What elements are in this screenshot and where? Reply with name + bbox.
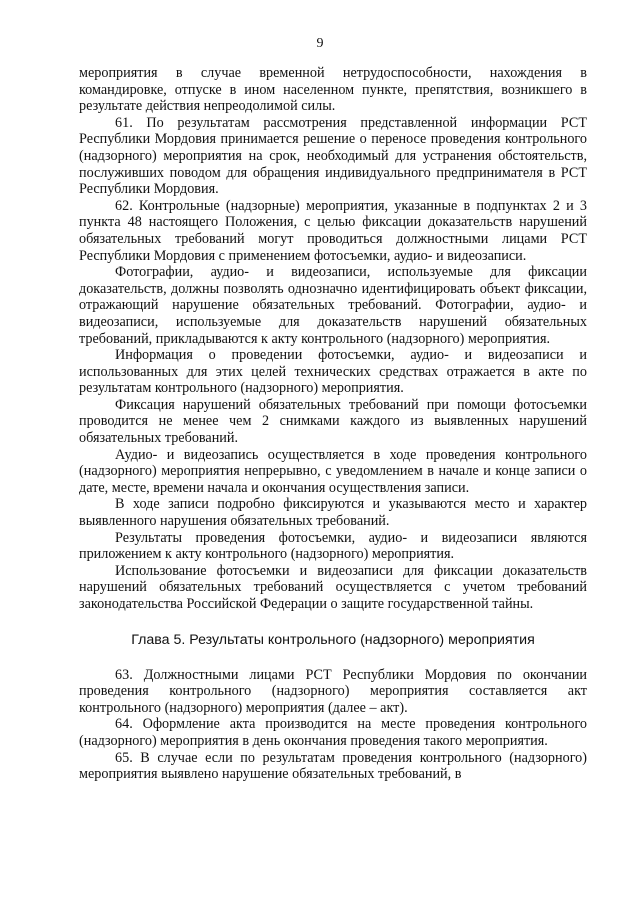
paragraph-64: 64. Оформление акта производится на месте проведения контрольного (надзорного) мероприятия в день окончания проведения такого мероприятия. [79,716,587,749]
paragraph-photo-requirements: Фотографии, аудио- и видеозаписи, используемые для фиксации доказательств, должны позволять однозначно идентифицировать объект фиксации, отражающий нарушение обязательных требований. Фотографии, аудио- и видеозаписи, используемые для доказательств нарушений обязательных требований, прикладываются к акту контрольного (надзорного) мероприятия. [79,264,587,347]
chapter-heading: Глава 5. Результаты контрольного (надзорного) мероприятия [131,631,535,648]
paragraph-recording-info: Информация о проведении фотосъемки, аудио- и видеозаписи и использованных для этих целей технических средствах отражается в акте по результатам контрольного (надзорного) мероприятия. [79,347,587,397]
paragraph-recording-results: Результаты проведения фотосъемки, аудио- и видеозаписи являются приложением к акту контрольного (надзорного) мероприятия. [79,529,587,563]
paragraph-photo-fixation: Фиксация нарушений обязательных требований при помощи фотосъемки проводится не менее чем 2 снимками каждого из выявленных нарушений обязательных требований. [79,396,587,447]
paragraph-65: 65. В случае если по результатам проведения контрольного (надзорного) мероприятия выявлено нарушение обязательных требований, в [79,749,587,783]
paragraph-62: 62. Контрольные (надзорные) мероприятия, указанные в подпунктах 2 и 3 пункта 48 настоящего Положения, с целью фиксации доказательств нарушений обязательных требований могут проводиться должностными лицами РСТ Республики Мордовия с применением фотосъемки, аудио- и видеозаписи. [79,197,587,264]
paragraph-state-secret: Использование фотосъемки и видеозаписи для фиксации доказательств нарушений обязательных требований осуществляется с учетом требований законодательства Российской Федерации о защите государственной тайны. [79,562,587,612]
paragraph-recording-details: В ходе записи подробно фиксируются и указываются место и характер выявленного нарушения обязательных требований. [79,496,587,530]
document-body [79,65,587,783]
paragraph-audio-video: Аудио- и видеозапись осуществляется в ходе проведения контрольного (надзорного) мероприятия непрерывно, с уведомлением в начале и конце записи о дате, месте, времени начала и окончания осуществления записи. [79,446,587,496]
paragraph-continuation: мероприятия в случае временной нетрудоспособности, нахождения в командировке, отпуске в ином населенном пункте, препятствия, возникшего в результате действия непреодолимой силы. [79,65,587,115]
page-number: 9 [316,36,324,51]
paragraph-63: 63. Должностными лицами РСТ Республики Мордовия по окончании проведения контрольного (надзорного) мероприятия составляется акт контрольного (надзорного) мероприятия (далее – акт). [79,666,587,716]
paragraph-61: 61. По результатам рассмотрения представленной информации РСТ Республики Мордовия принимается решение о переносе проведения контрольного (надзорного) мероприятия на срок, необходимый для устранения обстоятельств, послуживших поводом для обращения индивидуального предпринимателя в РСТ Республики Мордовия. [79,114,587,198]
